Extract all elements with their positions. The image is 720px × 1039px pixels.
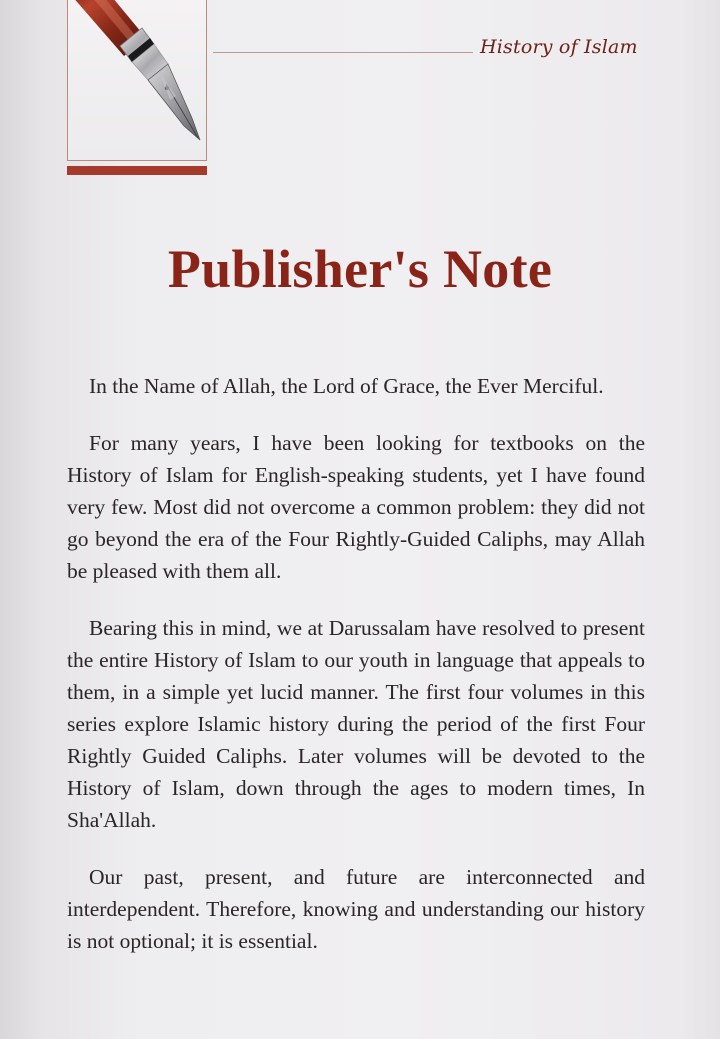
paragraph: Bearing this in mind, we at Darussalam have resolved to present the entire History of Islam to our youth in language that appeals to them, in a simple yet lucid manner. The first four volumes in this series explore Islamic history during the period of the first Four Rightly Guided Caliphs. Later volumes will be devoted to the History of Islam, down through the ages to modern times, In Sha'Allah. [67, 616, 645, 832]
page-title: Publisher's Note [167, 239, 553, 299]
body-text [67, 370, 645, 982]
paragraph: Our past, present, and future are interconnected and interdependent. Therefore, knowing and understanding our history is not optional; it is essential. [67, 865, 645, 953]
running-head: History of Islam [480, 36, 638, 58]
pen-illustration-frame [67, 0, 207, 161]
accent-bar [67, 166, 207, 175]
paragraph: In the Name of Allah, the Lord of Grace, the Ever Merciful. [89, 374, 604, 398]
header-divider [213, 52, 473, 53]
paragraph: For many years, I have been looking for textbooks on the History of Islam for English-speaking students, yet I have found very few. Most did not overcome a common problem: they did not go beyond the era of the Four Rightly-Guided Caliphs, may Allah be pleased with them all. [67, 431, 645, 583]
fountain-pen-icon [68, 0, 206, 160]
